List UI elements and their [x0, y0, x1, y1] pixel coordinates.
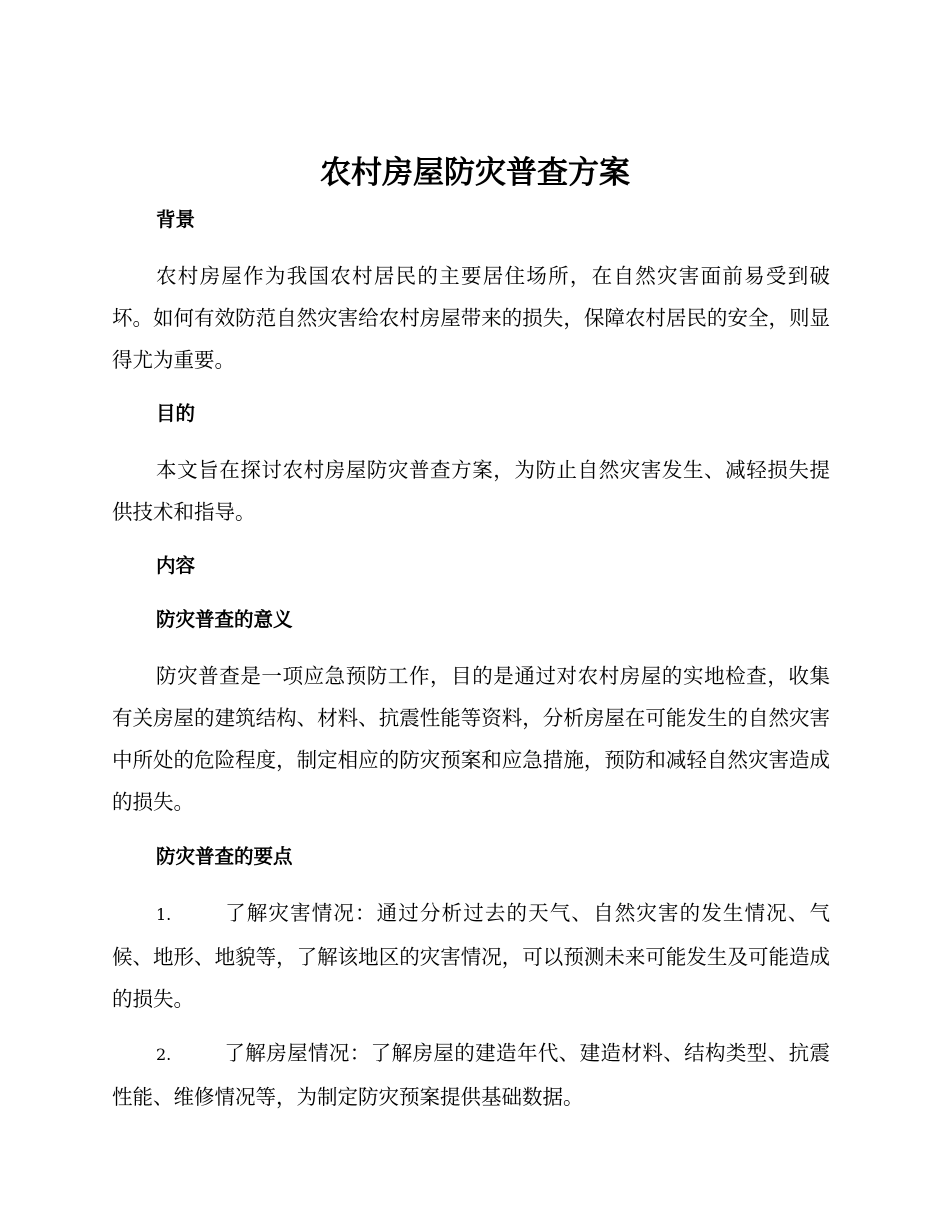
paragraph-background: 农村房屋作为我国农村居民的主要居住场所，在自然灾害面前易受到破坏。如何有效防范自然灾害给农村房屋带来的损失，保障农村居民的安全，则显得尤为重要。 — [112, 264, 830, 372]
list-item-text: 了解房屋情况：了解房屋的建造年代、建造材料、结构类型、抗震性能、维修情况等，为制定防灾预案提供基础数据。 — [112, 1041, 830, 1109]
list-item-number: 2. — [156, 1045, 172, 1064]
list-item — [112, 892, 830, 1020]
list-item — [112, 1032, 830, 1118]
section-heading-content: 内容 — [156, 554, 196, 577]
paragraph-significance: 防灾普查是一项应急预防工作，目的是通过对农村房屋的实地检查，收集有关房屋的建筑结构、材料、抗震性能等资料，分析房屋在可能发生的自然灾害中所处的危险程度，制定相应的防灾预案和应急措施，预防和减轻自然灾害造成的损失。 — [112, 664, 830, 814]
document-title: 农村房屋防灾普查方案 — [320, 155, 630, 191]
section-heading-background: 背景 — [156, 208, 196, 231]
section-heading-key-points: 防灾普查的要点 — [156, 845, 293, 868]
paragraph-purpose: 本文旨在探讨农村房屋防灾普查方案，为防止自然灾害发生、减轻损失提供技术和指导。 — [112, 458, 830, 524]
list-item-number: 1. — [156, 905, 172, 924]
list-item-text: 了解灾害情况：通过分析过去的天气、自然灾害的发生情况、气候、地形、地貌等，了解该地区的灾害情况，可以预测未来可能发生及可能造成的损失。 — [112, 901, 830, 1011]
section-heading-purpose: 目的 — [156, 402, 196, 425]
section-heading-significance: 防灾普查的意义 — [156, 608, 293, 631]
